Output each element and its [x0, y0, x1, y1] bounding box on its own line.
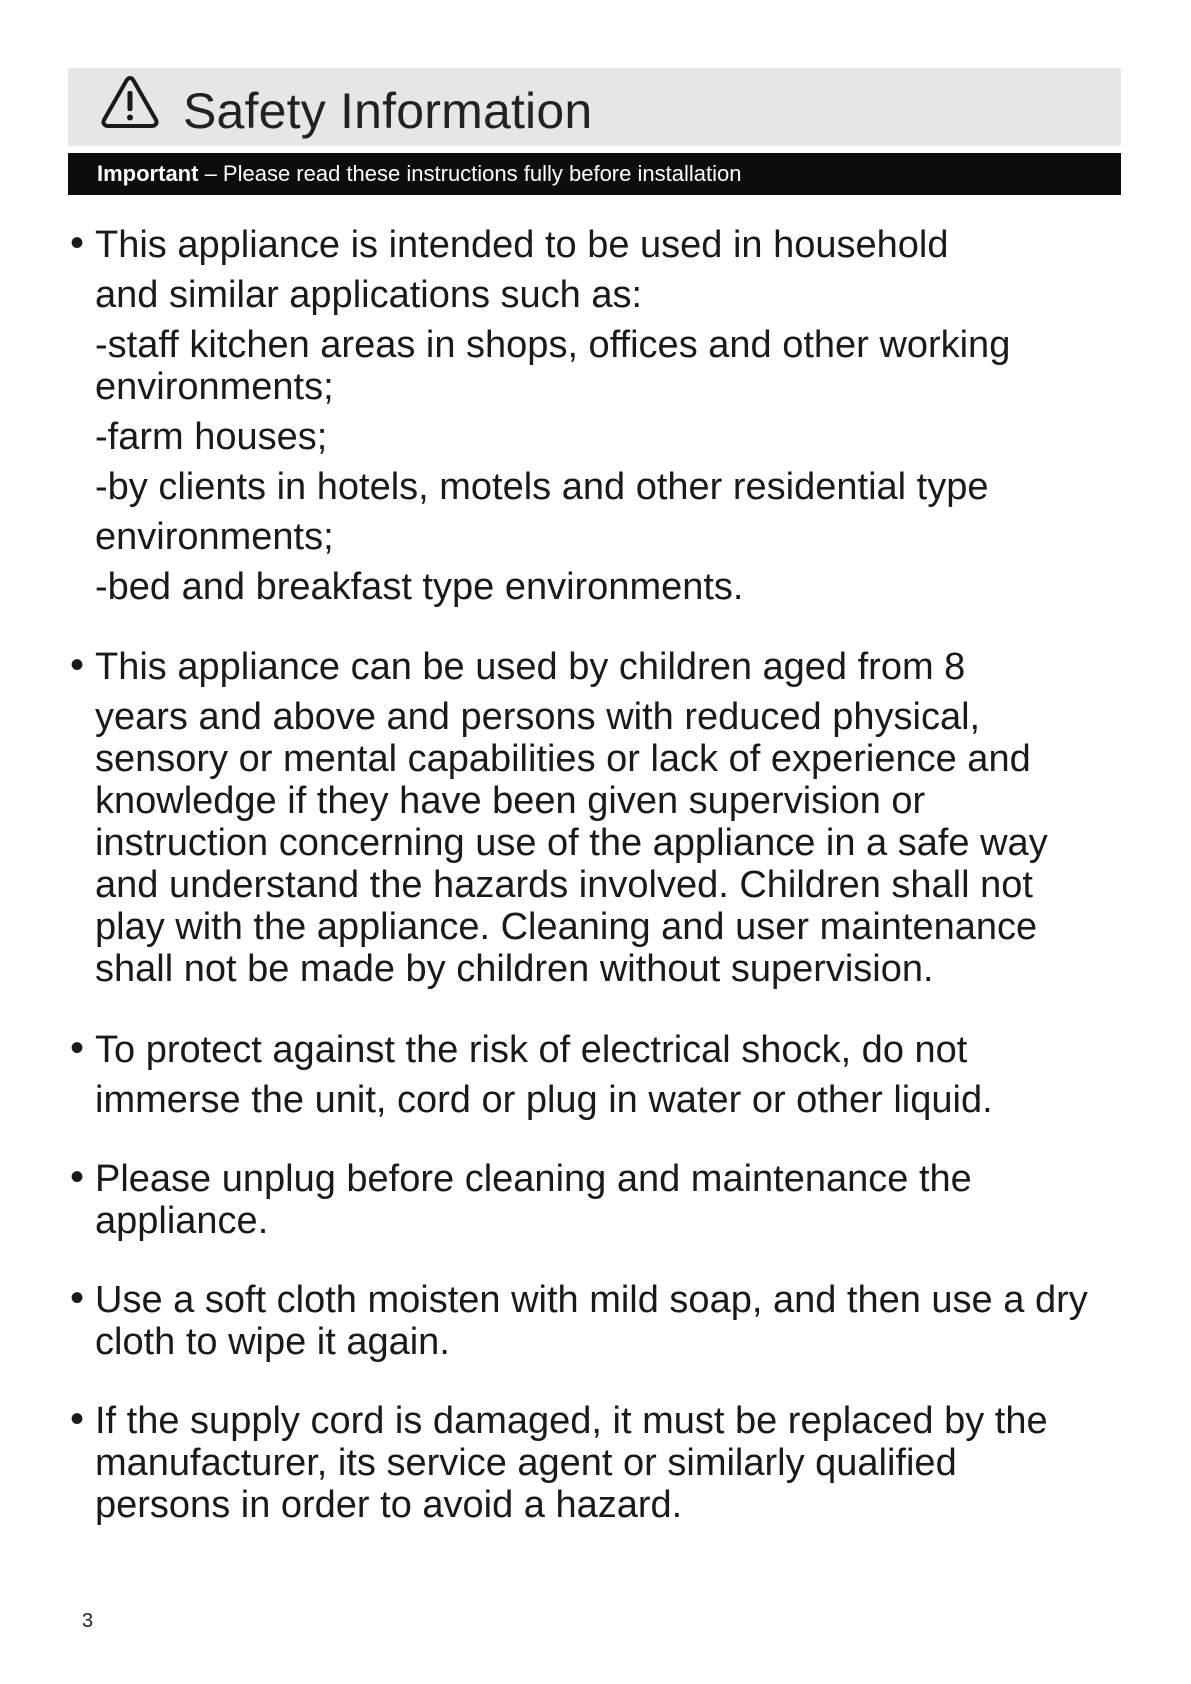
list-item-line: If the supply cord is damaged, it must be replaced by the [95, 1400, 1048, 1442]
bullet-marker: • [70, 221, 85, 265]
list-item-line: -farm houses; [95, 416, 328, 458]
list-item-line: -by clients in hotels, motels and other residential type [95, 466, 989, 508]
list-item-line: sensory or mental capabilities or lack of experience and [95, 738, 1031, 780]
list-item-line: environments; [95, 516, 334, 558]
notice-label: Important [97, 161, 199, 186]
list-item-line: This appliance can be used by children aged from 8 [95, 646, 966, 688]
list-item-line: -bed and breakfast type environments. [95, 566, 744, 608]
bullet-marker: • [70, 1397, 85, 1441]
list-item-line: immerse the unit, cord or plug in water or other liquid. [95, 1079, 993, 1121]
list-item-line: manufacturer, its service agent or similarly qualified [95, 1442, 957, 1484]
list-item-line: Please unplug before cleaning and maintenance the [95, 1158, 972, 1200]
bullet-marker: • [70, 1276, 85, 1320]
list-item-line: and similar applications such as: [95, 274, 643, 316]
notice-text: Please read these instructions fully before installation [222, 161, 742, 186]
list-item-line: knowledge if they have been given supervision or [95, 780, 926, 822]
bullet-marker: • [70, 643, 85, 687]
list-item-line: -staff kitchen areas in shops, offices and other working [95, 324, 1011, 366]
page-number: 3 [82, 1610, 94, 1632]
list-item-line: years and above and persons with reduced physical, [95, 696, 981, 738]
list-item-line: Use a soft cloth moisten with mild soap, and then use a dry [95, 1279, 1088, 1321]
page-title: Safety Information [183, 83, 593, 139]
list-item-line: instruction concerning use of the appliance in a safe way [95, 822, 1048, 864]
list-item-line: To protect against the risk of electrical shock, do not [95, 1029, 968, 1071]
notice-separator: – [198, 161, 223, 186]
bullet-marker: • [70, 1026, 85, 1070]
list-item-line: environments; [95, 366, 334, 408]
list-item-line: cloth to wipe it again. [95, 1321, 450, 1363]
list-item-line: appliance. [95, 1200, 269, 1242]
list-item-line: This appliance is intended to be used in household [95, 224, 949, 266]
bullet-marker: • [70, 1155, 85, 1199]
list-item-line: shall not be made by children without supervision. [95, 948, 934, 990]
list-item-line: and understand the hazards involved. Children shall not [95, 864, 1033, 906]
list-item-line: persons in order to avoid a hazard. [95, 1484, 683, 1526]
list-item-line: play with the appliance. Cleaning and user maintenance [95, 906, 1038, 948]
